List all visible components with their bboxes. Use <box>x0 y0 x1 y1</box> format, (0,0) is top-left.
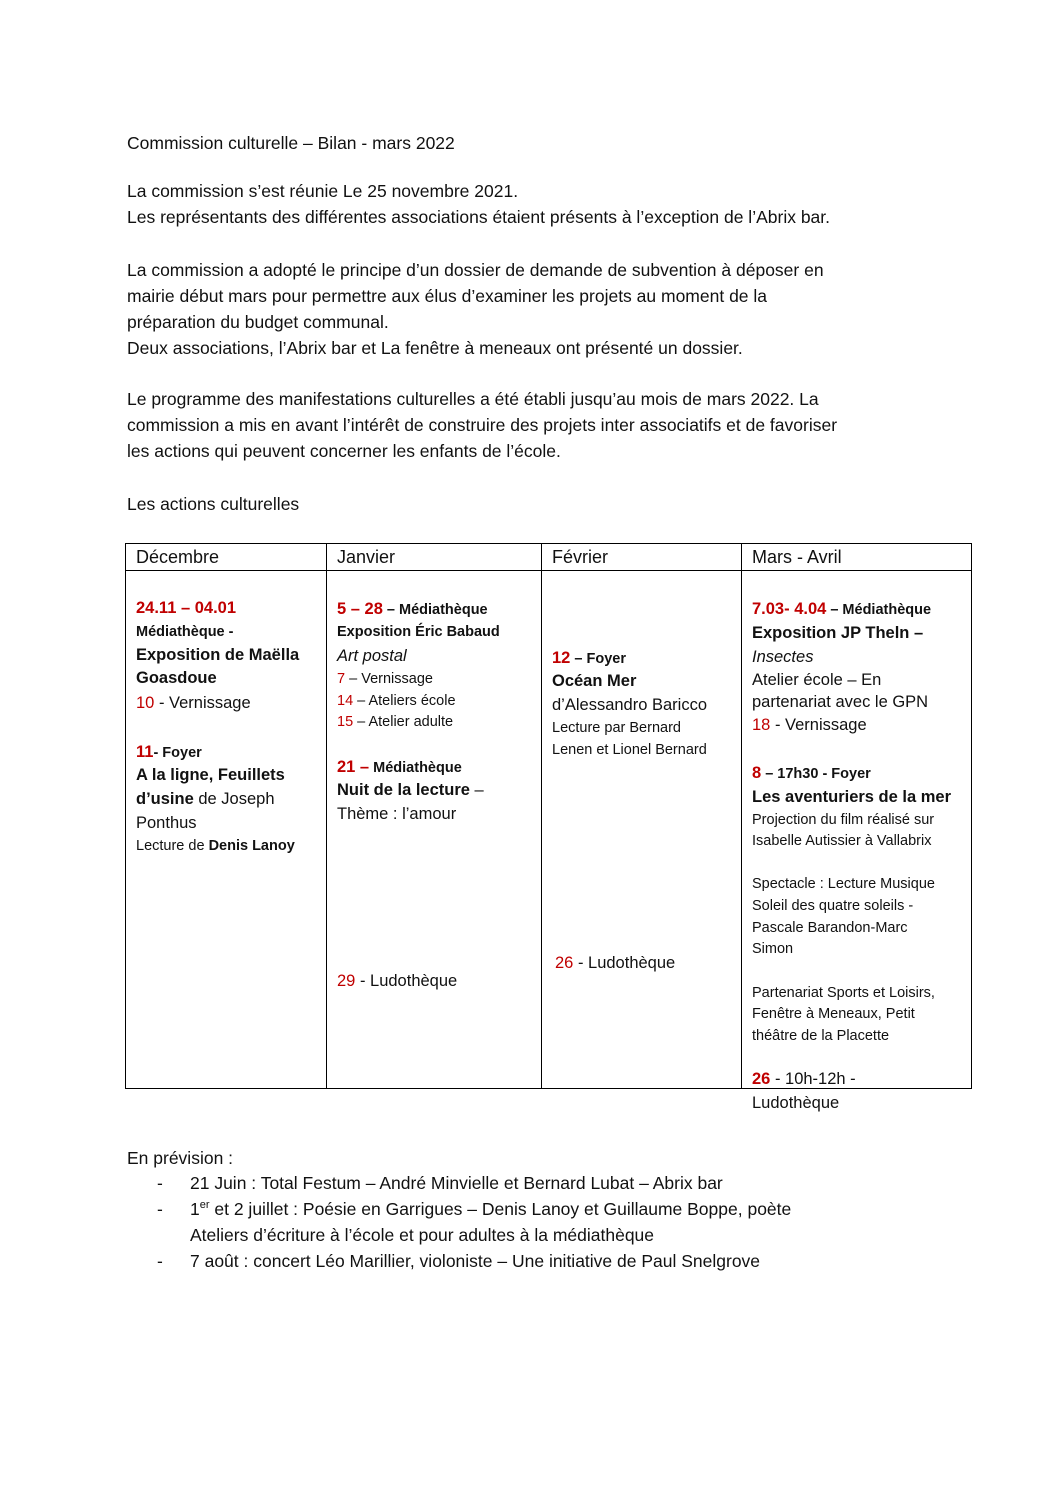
header-february: Février <box>542 544 742 571</box>
paragraph-subsidy: La commission a adopté le principe d’un dossier de demande de subvention à déposer en mairie début mars pour permettre aux élus d’examiner les projets au moment de la préparation du budget communal. Deux associations, l’Abrix bar et La fenêtre à meneaux ont présenté un dossier. <box>127 260 824 358</box>
mar-event-title: Les aventuriers de la mer <box>752 788 952 806</box>
dec-event-title: A la ligne, Feuillets <box>136 766 285 784</box>
mar-film-1: Projection du film réalisé sur <box>752 812 935 828</box>
jan-mediatheque: 21 – Médiathèque <box>337 758 462 776</box>
dec-venue: Médiathèque - <box>136 624 234 640</box>
cell-march-april <box>742 571 972 1112</box>
list-item: - 1er et 2 juillet : Poésie en Garrigues – Denis Lanoy et Guillaume Boppe, poète Ateliers d’écriture à l’école et pour adultes à la médiathèque <box>157 1199 792 1245</box>
dec-vernissage: 10 - Vernissage <box>136 694 251 712</box>
mar-show-4: Simon <box>752 941 794 957</box>
header-january: Janvier <box>327 544 542 571</box>
document-title: Commission culturelle – Bilan - mars 2022 <box>127 133 455 153</box>
section-title: Les actions culturelles <box>127 494 300 514</box>
mar-show-3: Pascale Barandon-Marc <box>752 920 908 936</box>
feb-ludotheque: 26 - Ludothèque <box>555 954 676 972</box>
jan-exhibition: Exposition Éric Babaud <box>337 624 500 640</box>
mar-exhibition: Exposition JP Theln – <box>752 624 924 642</box>
mar-show-2: Soleil des quatre soleils - <box>752 898 914 914</box>
mar-dates: 7.03- 4.04 – Médiathèque <box>752 600 932 618</box>
feb-foyer: 12 – Foyer <box>552 649 626 667</box>
dec-dates: 24.11 – 04.01 <box>136 599 237 617</box>
header-december: Décembre <box>126 544 327 571</box>
list-item: - 21 Juin : Total Festum – André Minvielle et Bernard Lubat – Abrix bar <box>157 1173 723 1193</box>
dec-author: Ponthus <box>136 814 197 832</box>
feb-author: d’Alessandro Baricco <box>552 696 707 714</box>
dec-exhibition: Exposition de Maëlla <box>136 646 300 664</box>
events-table <box>125 543 972 1112</box>
mar-ludotheque: 26 - 10h-12h - <box>752 1070 856 1088</box>
table-header-row <box>126 544 972 571</box>
mar-workshop: Atelier école – En <box>752 671 882 689</box>
mar-vernissage: 18 - Vernissage <box>752 716 867 734</box>
dec-reading: Lecture de Denis Lanoy <box>136 838 295 854</box>
dec-exhibition-artist: Goasdoue <box>136 669 217 687</box>
prevision-list <box>157 1170 791 1274</box>
mar-exhibition-subtitle: Insectes <box>752 648 814 666</box>
paragraph-meeting: La commission s’est réunie Le 25 novembre 2021. Les représentants des différentes associations étaient présents à l’exception de l’Abrix bar. <box>127 181 831 227</box>
list-item: - 7 août : concert Léo Marillier, violoniste – Une initiative de Paul Snelgrove <box>157 1251 761 1271</box>
dec-event-title-2: d’usine de Joseph <box>136 790 275 808</box>
mar-partners-3: théâtre de la Placette <box>752 1028 890 1044</box>
cell-january <box>327 571 542 1089</box>
jan-exhibition-subtitle: Art postal <box>337 647 407 665</box>
header-march-april: Mars - Avril <box>742 544 972 571</box>
jan-theme: Thème : l’amour <box>337 805 457 823</box>
dec-foyer: 11- Foyer <box>136 743 202 761</box>
paragraph-programme: Le programme des manifestations culturelles a été établi jusqu’au mois de mars 2022. La commission a mis en avant l’intérêt de construire des projets inter associatifs et de favoriser les actions qui peuvent concerner les enfants de l’école. <box>127 389 838 461</box>
feb-reading: Lecture par Bernard <box>552 720 681 736</box>
mar-film-2: Isabelle Autissier à Vallabrix <box>752 833 932 849</box>
jan-ludotheque: 29 - Ludothèque <box>337 972 458 990</box>
jan-adult-workshop: 15 – Atelier adulte <box>337 714 454 730</box>
feb-event-title: Océan Mer <box>552 672 637 690</box>
mar-ludotheque-2: Ludothèque <box>752 1094 840 1112</box>
mar-show-1: Spectacle : Lecture Musique <box>752 876 935 892</box>
mar-partners-1: Partenariat Sports et Loisirs, <box>752 985 935 1001</box>
prevision-title: En prévision : <box>127 1148 234 1168</box>
jan-night-reading: Nuit de la lecture – <box>337 781 484 799</box>
mar-partnership: partenariat avec le GPN <box>752 693 929 711</box>
cell-december <box>126 571 327 1089</box>
cell-february <box>542 571 742 1089</box>
jan-dates: 5 – 28 – Médiathèque <box>337 600 488 618</box>
jan-school-workshops: 14 – Ateliers école <box>337 693 456 709</box>
feb-readers: Lenen et Lionel Bernard <box>552 742 707 758</box>
mar-partners-2: Fenêtre à Meneaux, Petit <box>752 1006 915 1022</box>
table-row <box>126 571 972 1089</box>
jan-vernissage: 7 – Vernissage <box>337 671 433 687</box>
mar-foyer: 8 – 17h30 - Foyer <box>752 764 871 782</box>
